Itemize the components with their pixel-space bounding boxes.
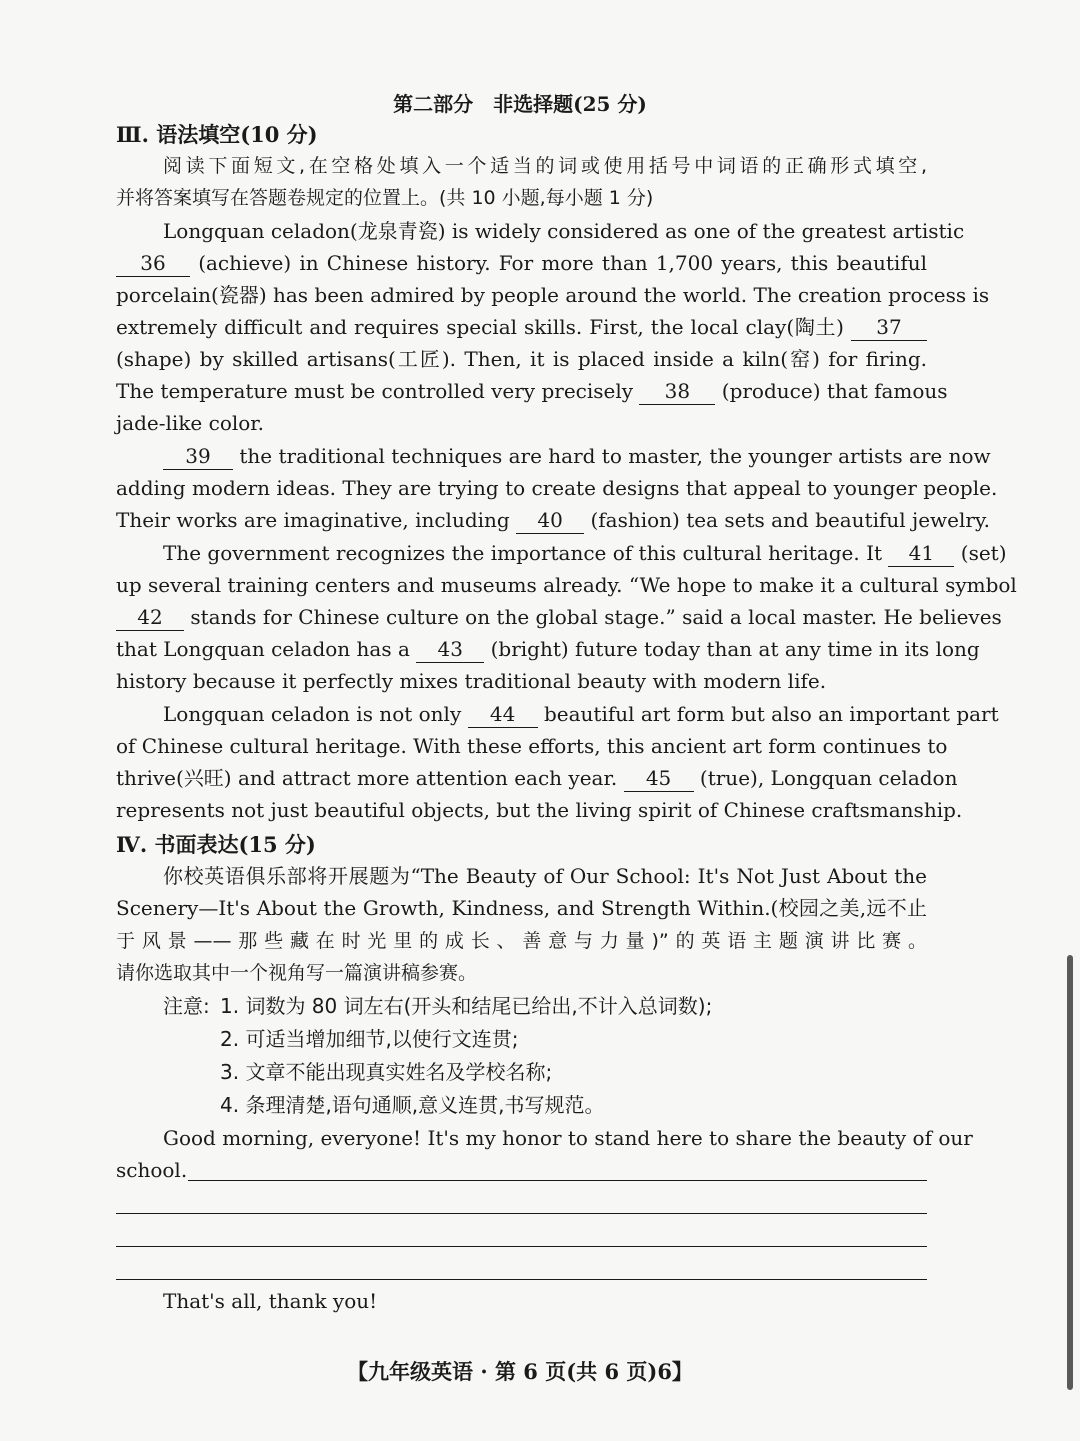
passage-line: history because it perfectly mixes traditional beauty with modern life. [116, 669, 827, 693]
passage-line: of Chinese cultural heritage. With these efforts, this ancient art form continues to [116, 734, 948, 758]
writing-prompt-line: Scenery—It's About the Growth, Kindness, and Strength Within.(校园之美,远不止 [116, 896, 927, 920]
passage-line: extremely difficult and requires special skills. First, the local clay(陶土) 37 [116, 311, 927, 343]
blank-41: 41 [888, 540, 954, 567]
passage-line: Longquan celadon(龙泉青瓷) is widely considered as one of the greatest artistic [163, 219, 965, 243]
passage-line: thrive(兴旺) and attract more attention each year. 45 (true), Longquan celadon [116, 766, 958, 790]
writing-prompt-line: 你校英语俱乐部将开展题为“The Beauty of Our School: It's Not Just About the [163, 864, 927, 888]
blank-42: 42 [116, 604, 184, 631]
passage-line: 39 the traditional techniques are hard to master, the younger artists are now [163, 440, 927, 472]
section-3-instruction-line: 阅读下面短文,在空格处填入一个适当的词或使用括号中词语的正确形式填空, [163, 155, 927, 177]
writing-prompt-line: 请你选取其中一个视角写一篇演讲稿参赛。 [116, 962, 478, 984]
passage-line: Longquan celadon is not only 44 beautiful art form but also an important part [163, 702, 999, 726]
answer-line[interactable] [116, 1246, 927, 1247]
blank-38: 38 [639, 378, 715, 405]
section-3-heading: Ⅲ. 语法填空(10 分) [116, 122, 318, 147]
passage-line: that Longquan celadon has a 43 (bright) future today than at any time in its long [116, 637, 980, 661]
opening-line: Good morning, everyone! It's my honor to stand here to share the beauty of our [163, 1126, 973, 1150]
section-3-instruction-line: 并将答案填写在答题卷规定的位置上。(共 10 小题,每小题 1 分) [116, 187, 654, 209]
passage-line: porcelain(瓷器) has been admired by people around the world. The creation process is [116, 283, 990, 307]
note-label: 注意: [163, 994, 210, 1018]
passage-line: 42 stands for Chinese culture on the global stage.” said a local master. He believes [116, 601, 927, 633]
passage-line: 36 (achieve) in Chinese history. For more than 1,700 years, this beautiful [116, 247, 927, 279]
blank-43: 43 [416, 636, 484, 663]
passage-line: jade-like color. [116, 411, 265, 435]
note-item: 1. 词数为 80 词左右(开头和结尾已给出,不计入总词数); [220, 994, 713, 1018]
blank-37: 37 [851, 314, 927, 341]
blank-40: 40 [516, 507, 584, 534]
passage-line: up several training centers and museums already. “We hope to make it a cultural symbol [116, 573, 1017, 597]
closing-line: That's all, thank you! [163, 1289, 378, 1313]
answer-line[interactable] [116, 1213, 927, 1214]
blank-39: 39 [163, 443, 233, 470]
page-footer: 【九年级英语 · 第 6 页(共 6 页)6】 [347, 1359, 693, 1384]
scrollbar[interactable] [1067, 955, 1073, 1390]
answer-line[interactable] [116, 1279, 927, 1280]
section-4-heading: Ⅳ. 书面表达(15 分) [116, 832, 316, 857]
writing-prompt-line: 于风景——那些藏在时光里的成长、善意与力量)”的英语主题演讲比赛。 [116, 930, 927, 952]
passage-line: The government recognizes the importance of this cultural heritage. It 41 (set) [163, 541, 1007, 565]
note-item: 4. 条理清楚,语句通顺,意义连贯,书写规范。 [220, 1093, 605, 1117]
passage-line: adding modern ideas. They are trying to create designs that appeal to younger people. [116, 476, 998, 500]
passage-line: The temperature must be controlled very precisely 38 (produce) that famous [116, 379, 948, 403]
passage-line: represents not just beautiful objects, but the living spirit of Chinese craftsmanship. [116, 798, 963, 822]
part-title: 第二部分 非选择题(25 分) [393, 92, 647, 116]
note-item: 2. 可适当增加细节,以使行文连贯; [220, 1027, 519, 1051]
opening-line: school. [116, 1158, 188, 1182]
passage-line: Their works are imaginative, including 40 (fashion) tea sets and beautiful jewelry. [116, 508, 990, 532]
blank-45: 45 [624, 765, 694, 792]
note-item: 3. 文章不能出现真实姓名及学校名称; [220, 1060, 553, 1084]
answer-line[interactable] [188, 1180, 927, 1181]
blank-44: 44 [468, 701, 538, 728]
passage-line: (shape) by skilled artisans(工匠). Then, it is placed inside a kiln(窑) for firing. [116, 347, 927, 371]
blank-36: 36 [116, 250, 190, 277]
